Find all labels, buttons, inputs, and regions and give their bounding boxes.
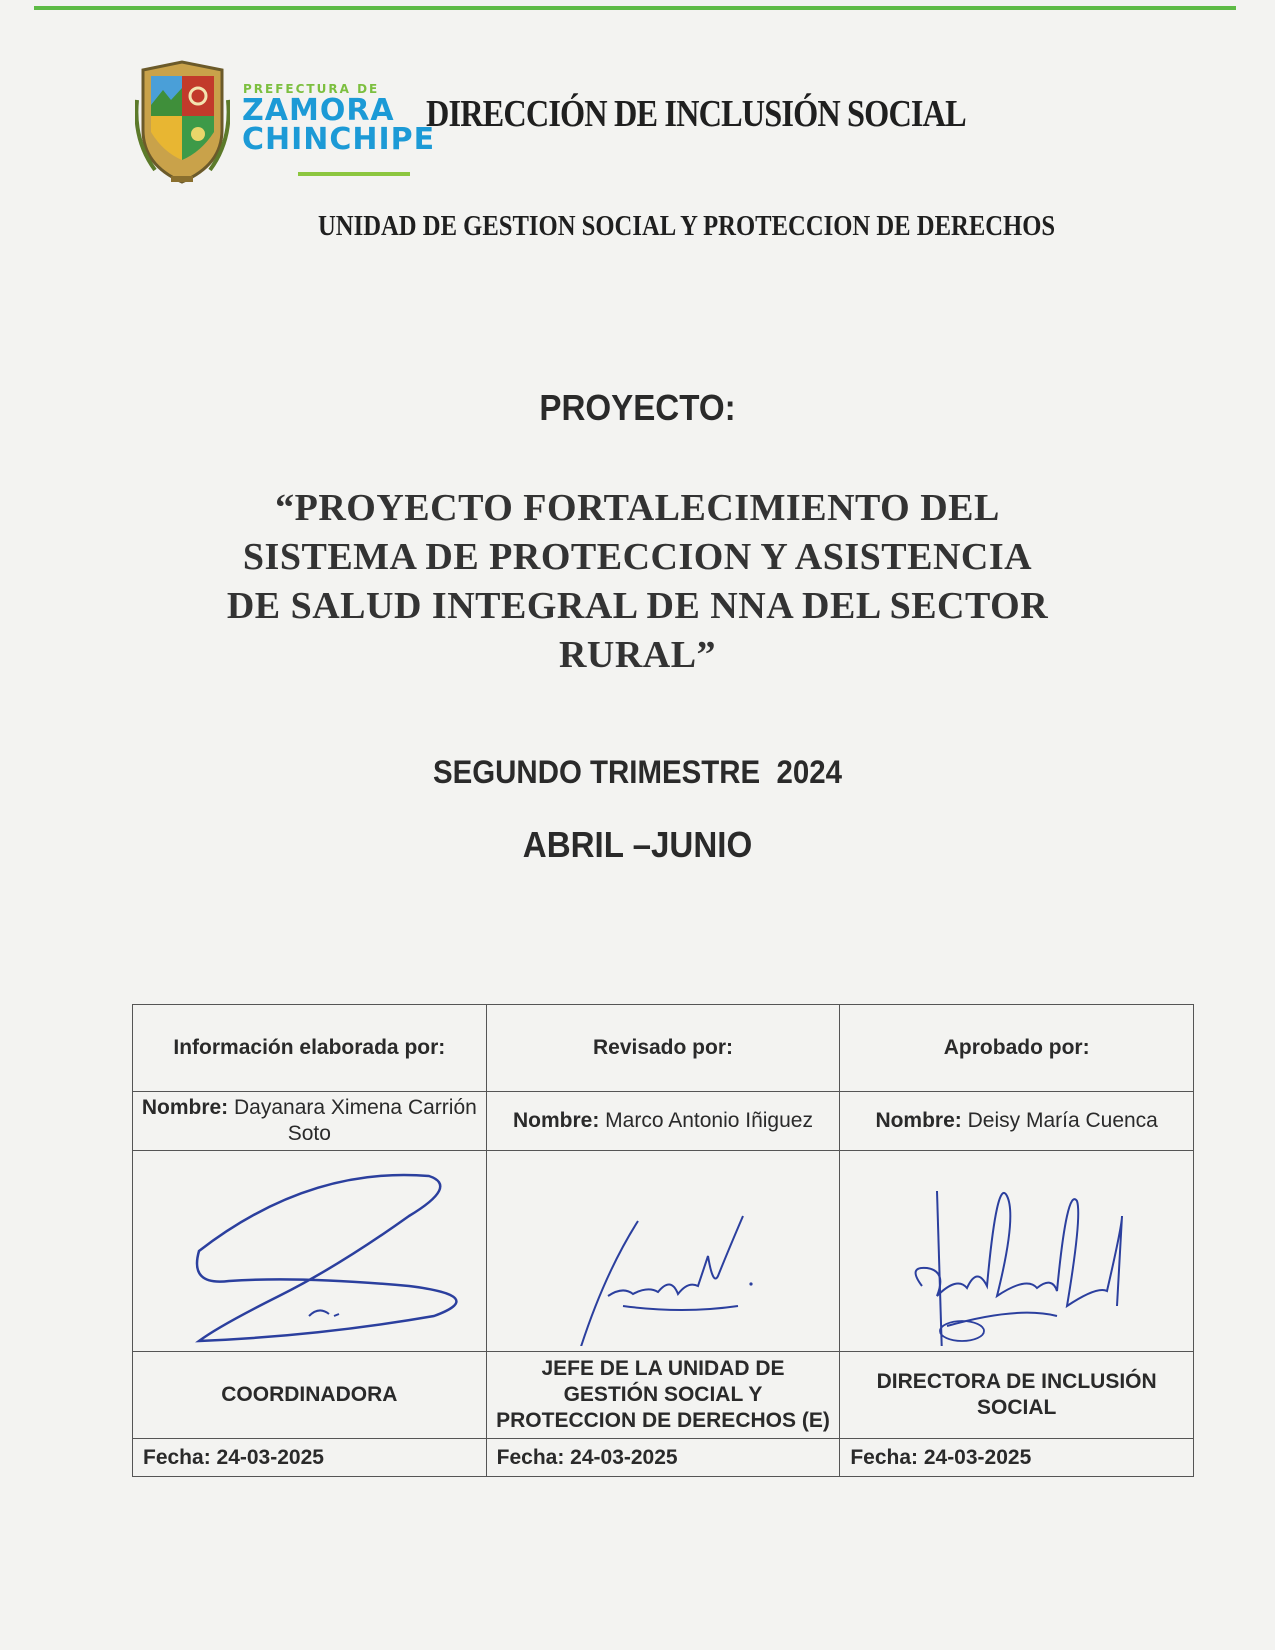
role-cell: COORDINADORA (133, 1352, 487, 1439)
signature-cell (133, 1151, 487, 1352)
logo-underline (298, 172, 410, 176)
signature-2 (513, 1156, 813, 1346)
unidad-heading: UNIDAD DE GESTION SOCIAL Y PROTECCION DE DERECHOS (318, 210, 1056, 242)
proyecto-title (0, 484, 1275, 680)
prefectura-logo (135, 60, 436, 195)
name-cell (840, 1092, 1194, 1151)
logo-name-line1: ZAMORA (242, 93, 395, 128)
proyecto-label: PROYECTO: (539, 387, 736, 428)
name-label: Nombre: (141, 1096, 229, 1119)
header-cell: Información elaborada por: (133, 1005, 487, 1092)
logo-prefix: PREFECTURA DE (243, 82, 380, 96)
proyecto-title-line: RURAL” (558, 634, 717, 676)
name-value: Marco Antonio Iñiguez (605, 1109, 813, 1132)
top-green-rule (34, 6, 1236, 10)
proyecto-title-line: “PROYECTO FORTALECIMIENTO DEL (275, 487, 1000, 529)
proyecto-title-line: SISTEMA DE PROTECCION Y ASISTENCIA (242, 536, 1033, 578)
periodo-text: SEGUNDO TRIMESTRE 2024 (433, 754, 842, 790)
table-row (133, 1151, 1194, 1352)
name-cell (133, 1092, 487, 1151)
name-value: Dayanara Ximena Carrión Soto (234, 1096, 477, 1145)
proyecto-title-line: DE SALUD INTEGRAL DE NNA DEL SECTOR (226, 585, 1049, 627)
date-cell: Fecha: 24-03-2025 (840, 1439, 1194, 1477)
logo-name-line2: CHINCHIPE (242, 122, 436, 157)
table-row (133, 1439, 1194, 1477)
signature-cell (486, 1151, 840, 1352)
name-label: Nombre: (512, 1109, 600, 1132)
header-cell: Revisado por: (486, 1005, 840, 1092)
signature-cell (840, 1151, 1194, 1352)
date-cell: Fecha: 24-03-2025 (133, 1439, 487, 1477)
role-cell: JEFE DE LA UNIDAD DE GESTIÓN SOCIAL Y PROTECCION DE DERECHOS (E) (486, 1352, 840, 1439)
table-row (133, 1005, 1194, 1092)
date-cell: Fecha: 24-03-2025 (486, 1439, 840, 1477)
role-cell: DIRECTORA DE INCLUSIÓN SOCIAL (840, 1352, 1194, 1439)
name-cell (486, 1092, 840, 1151)
name-label: Nombre: (875, 1109, 962, 1132)
signature-1 (159, 1156, 459, 1346)
table-row (133, 1092, 1194, 1151)
name-value: Deisy María Cuenca (967, 1109, 1158, 1132)
direccion-heading: DIRECCIÓN DE INCLUSIÓN SOCIAL (426, 93, 966, 135)
signature-table (132, 1004, 1194, 1477)
meses-text: ABRIL –JUNIO (522, 824, 753, 865)
table-row (133, 1352, 1194, 1439)
header-cell: Aprobado por: (840, 1005, 1194, 1092)
coat-of-arms-icon (135, 60, 230, 190)
signature-3 (867, 1156, 1167, 1346)
